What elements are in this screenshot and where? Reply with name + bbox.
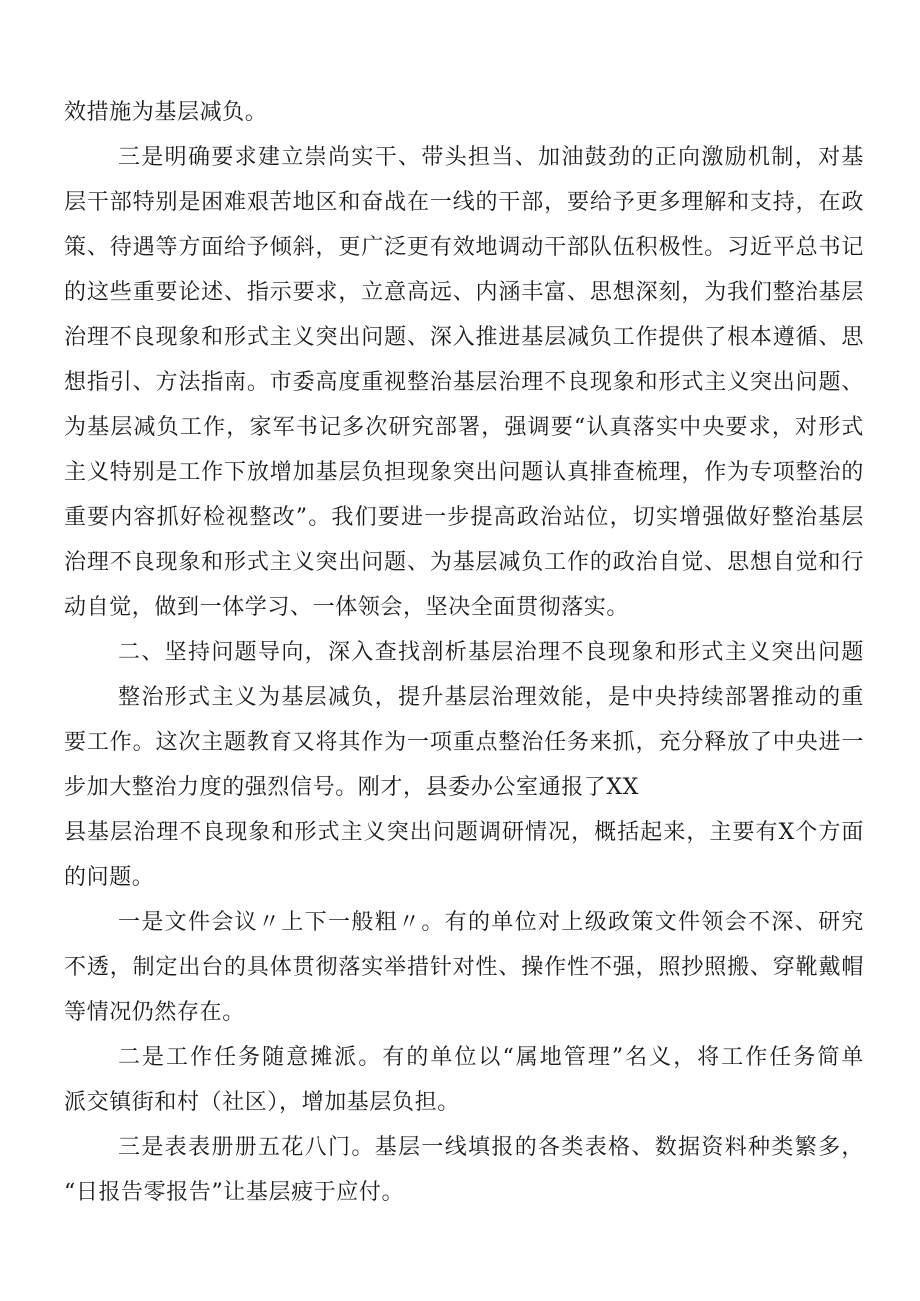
text-line: 要工作。这次主题教育又将其作为一项重点整治任务来抓，充分释放了中央进一	[64, 730, 864, 755]
section-heading: 二、坚持问题导向，深入查找剖析基层治理不良现象和形式主义突出问题	[118, 640, 864, 665]
text-line: “日报告零报告”让基层疲于应付。	[64, 1180, 405, 1205]
text-line: 的这些重要论述、指示要求，立意高远、内涵丰富、思想深刻，为我们整治基层	[64, 280, 864, 305]
text-line: 想指引、方法指南。市委高度重视整治基层治理不良现象和形式主义突出问题、	[64, 370, 864, 395]
text-line: 主义特别是工作下放增加基层负担现象突出问题认真排查梳理，作为专项整治的	[64, 460, 864, 485]
text-line: 效措施为基层减负。	[64, 100, 268, 125]
text-line: 三是明确要求建立崇尚实干、带头担当、加油鼓劲的正向激励机制，对基	[118, 145, 864, 170]
text-line: 治理不良现象和形式主义突出问题、为基层减负工作的政治自觉、思想自觉和行	[64, 550, 864, 575]
text-line: 重要内容抓好检视整改”。我们要进一步提高政治站位，切实增强做好整治基层	[64, 505, 864, 530]
text-line: 等情况仍然存在。	[64, 1000, 245, 1025]
text-line: 整治形式主义为基层减负，提升基层治理效能，是中央持续部署推动的重	[118, 685, 864, 710]
text-line: 派交镇街和村（社区），增加基层负担。	[64, 1090, 460, 1115]
text-line: 一是文件会议〃上下一般粗〃。有的单位对上级政策文件领会不深、研究	[118, 910, 864, 935]
text-line: 治理不良现象和形式主义突出问题、深入推进基层减负工作提供了根本遵循、思	[64, 325, 864, 350]
text-line: 的问题。	[64, 865, 155, 890]
text-line: 动自觉，做到一体学习、一体领会，坚决全面贯彻落实。	[64, 595, 630, 620]
text-line: 为基层减负工作，家军书记多次研究部署，强调要“认真落实中央要求，对形式	[64, 415, 864, 440]
text-line: 不透，制定出台的具体贯彻落实举措针对性、操作性不强，照抄照搬、穿靴戴帽	[64, 955, 864, 980]
text-line: 策、待遇等方面给予倾斜，更广泛更有效地调动干部队伍积极性。习近平总书记	[64, 235, 864, 260]
text-line: 步加大整治力度的强烈信号。刚才，县委办公室通报了XX	[64, 775, 639, 800]
text-line: 三是表表册册五花八门。基层一线填报的各类表格、数据资料种类繁多，	[118, 1135, 864, 1160]
text-line: 二是工作任务随意摊派。有的单位以“属地管理”名义，将工作任务简单	[118, 1045, 864, 1070]
text-line: 层干部特别是困难艰苦地区和奋战在一线的干部，要给予更多理解和支持，在政	[64, 190, 864, 215]
text-line: 县基层治理不良现象和形式主义突出问题调研情况，概括起来，主要有X个方面	[64, 820, 864, 845]
